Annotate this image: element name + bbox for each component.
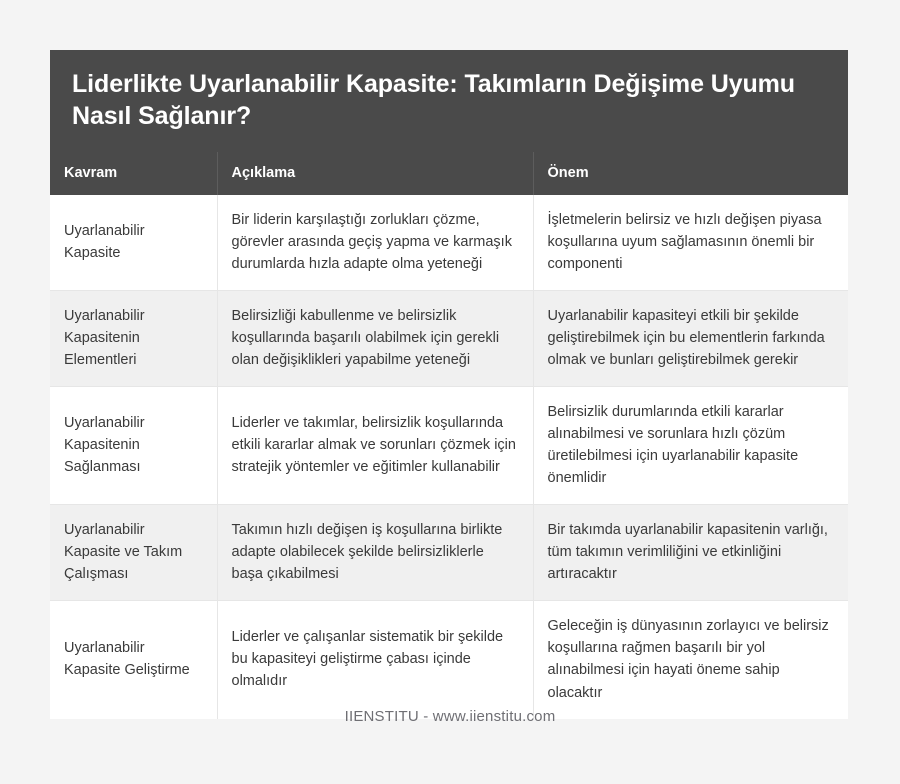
- column-header-kavram: Kavram: [50, 152, 217, 195]
- cell-importance: Geleceğin iş dünyasının zorlayıcı ve belirsiz koşullarına rağmen başarılı bir yol alınabilmesi için hayati öneme sahip olacaktır: [533, 601, 848, 719]
- cell-description: Bir liderin karşılaştığı zorlukları çözme, görevler arasında geçiş yapma ve karmaşık durumlarda hızla adapte olma yeteneği: [217, 195, 533, 291]
- title-bar: [50, 50, 848, 152]
- column-header-aciklama: Açıklama: [217, 152, 533, 195]
- cell-importance: Belirsizlik durumlarında etkili kararlar alınabilmesi ve sorunlara hızlı çözüm üretilebilmesi için uyarlanabilir kapasite önemlidir: [533, 387, 848, 505]
- cell-description: Takımın hızlı değişen iş koşullarına birlikte adapte olabilecek şekilde belirsizliklerle başa çıkabilmesi: [217, 505, 533, 601]
- table-row: [50, 291, 848, 387]
- page-title: Liderlikte Uyarlanabilir Kapasite: Takımların Değişime Uyumu Nasıl Sağlanır?: [72, 70, 795, 130]
- table-row: [50, 195, 848, 291]
- infographic-card: [50, 50, 848, 719]
- cell-concept: Uyarlanabilir Kapasitenin Sağlanması: [50, 387, 217, 505]
- cell-concept: Uyarlanabilir Kapasitenin Elementleri: [50, 291, 217, 387]
- concept-table: [50, 152, 848, 719]
- cell-importance: Uyarlanabilir kapasiteyi etkili bir şekilde geliştirebilmek için bu elementlerin farkında olmak ve bunları geliştirebilmek gerekir: [533, 291, 848, 387]
- column-header-onem: Önem: [533, 152, 848, 195]
- table-row: [50, 387, 848, 505]
- table-header-row: [50, 152, 848, 195]
- cell-concept: Uyarlanabilir Kapasite ve Takım Çalışması: [50, 505, 217, 601]
- table-header: [50, 152, 848, 195]
- cell-importance: İşletmelerin belirsiz ve hızlı değişen piyasa koşullarına uyum sağlamasının önemli bir componenti: [533, 195, 848, 291]
- cell-importance: Bir takımda uyarlanabilir kapasitenin varlığı, tüm takımın verimliliğini ve etkinliğini artıracaktır: [533, 505, 848, 601]
- cell-description: Liderler ve çalışanlar sistematik bir şekilde bu kapasiteyi geliştirme çabası içinde olmalıdır: [217, 601, 533, 719]
- cell-concept: Uyarlanabilir Kapasite Geliştirme: [50, 601, 217, 719]
- footer-attribution: IIENSTITU - www.iienstitu.com: [344, 708, 556, 725]
- table-row: [50, 601, 848, 719]
- cell-description: Liderler ve takımlar, belirsizlik koşullarında etkili kararlar almak ve sorunları çözmek için stratejik yöntemler ve eğitimler kullanabilir: [217, 387, 533, 505]
- table-body: [50, 195, 848, 719]
- table-row: [50, 505, 848, 601]
- cell-description: Belirsizliği kabullenme ve belirsizlik koşullarında başarılı olabilmek için gerekli olan değişiklikleri yapabilme yeteneği: [217, 291, 533, 387]
- cell-concept: Uyarlanabilir Kapasite: [50, 195, 217, 291]
